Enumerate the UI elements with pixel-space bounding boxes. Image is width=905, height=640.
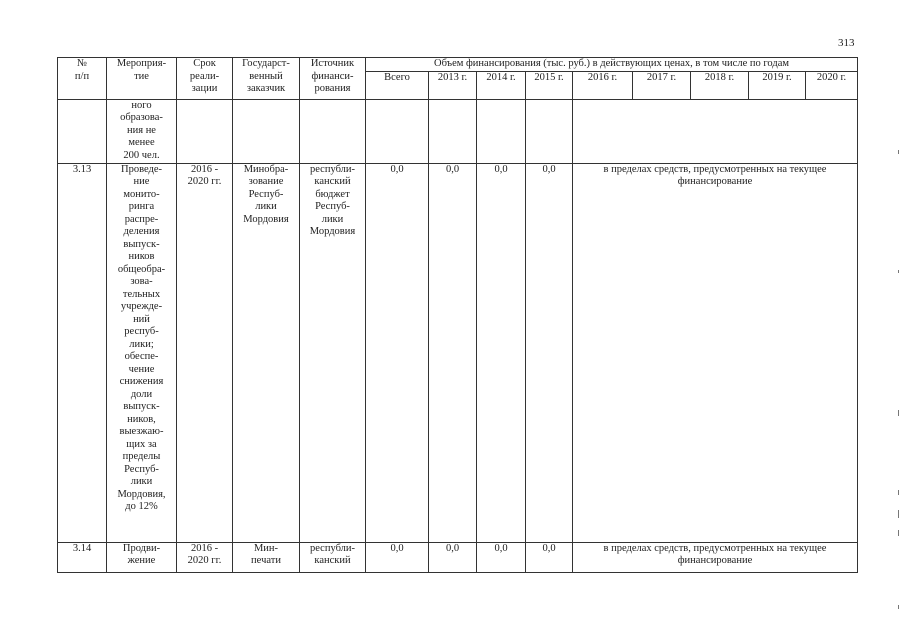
header-year: Всего (366, 71, 429, 99)
header-year: 2015 г. (526, 71, 573, 99)
page-number: 313 (838, 37, 855, 49)
cell-event: Продви- жение (107, 542, 177, 572)
cell-term: 2016 - 2020 гг. (177, 163, 233, 542)
cell-customer: Мин- печати (233, 542, 300, 572)
cell-2015 (526, 99, 573, 163)
cell-2013: 0,0 (429, 163, 477, 542)
cell-source (300, 99, 366, 163)
cell-event: Проведе- ние монито- ринга распре- деления выпуск- ников общеобра- зова- тельных учрежде- ний респуб- лики; обеспе- чение снижения доли выпуск- ников, выезжаю- щих за пределы Респуб- лики Мордовия, до 12% (107, 163, 177, 542)
financing-table (57, 57, 858, 573)
table-row (58, 99, 858, 163)
cell-2015: 0,0 (526, 163, 573, 542)
header-volume-title: Объем финансирования (тыс. руб.) в действующих ценах, в том числе по годам (366, 58, 858, 72)
cell-total: 0,0 (366, 163, 429, 542)
cell-num (58, 99, 107, 163)
cell-customer (233, 99, 300, 163)
header-source: Источник финанси- рования (300, 58, 366, 100)
cell-2014 (477, 99, 526, 163)
header-num: № п/п (58, 58, 107, 100)
cell-total (366, 99, 429, 163)
header-year: 2018 г. (691, 71, 749, 99)
cell-num: 3.13 (58, 163, 107, 542)
cell-term: 2016 - 2020 гг. (177, 542, 233, 572)
header-customer: Государст- венный заказчик (233, 58, 300, 100)
cell-source: республи- канский (300, 542, 366, 572)
table-row (58, 163, 858, 542)
cell-source: республи- канский бюджет Респуб- лики Мордовия (300, 163, 366, 542)
table-row (58, 542, 858, 572)
header-year: 2017 г. (633, 71, 691, 99)
cell-2015: 0,0 (526, 542, 573, 572)
cell-2014: 0,0 (477, 163, 526, 542)
cell-term (177, 99, 233, 163)
header-year: 2014 г. (477, 71, 526, 99)
header-year: 2020 г. (806, 71, 858, 99)
header-year: 2019 г. (749, 71, 806, 99)
cell-event: ного образова- ния не менее 200 чел. (107, 99, 177, 163)
cell-num: 3.14 (58, 542, 107, 572)
header-year: 2013 г. (429, 71, 477, 99)
header-year: 2016 г. (573, 71, 633, 99)
header-row-1 (58, 58, 858, 72)
header-term: Срок реали- зации (177, 58, 233, 100)
cell-2013 (429, 99, 477, 163)
cell-rest: в пределах средств, предусмотренных на текущее финансирование (573, 542, 858, 572)
cell-rest (573, 99, 858, 163)
cell-total: 0,0 (366, 542, 429, 572)
scan-noise (897, 150, 901, 620)
cell-customer: Минобра- зование Респуб- лики Мордовия (233, 163, 300, 542)
cell-rest: в пределах средств, предусмотренных на текущее финансирование (573, 163, 858, 542)
cell-2013: 0,0 (429, 542, 477, 572)
header-event: Мероприя- тие (107, 58, 177, 100)
cell-2014: 0,0 (477, 542, 526, 572)
